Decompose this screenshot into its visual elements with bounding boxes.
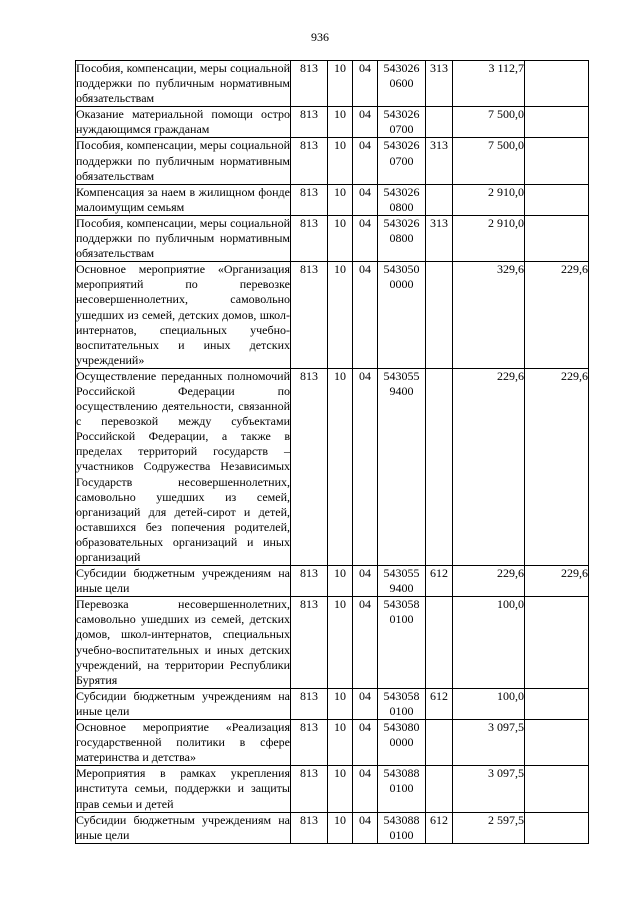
ved-code: 813	[291, 184, 328, 215]
amount-federal	[525, 107, 589, 138]
ved-code: 813	[291, 262, 328, 369]
subsection-code: 04	[353, 262, 378, 369]
subsection-code: 04	[353, 107, 378, 138]
amount: 3 112,7	[453, 61, 525, 107]
expense-type-code	[426, 720, 453, 766]
subsection-code: 04	[353, 184, 378, 215]
amount-federal: 229,6	[525, 262, 589, 369]
ved-code: 813	[291, 766, 328, 812]
subsection-code: 04	[353, 597, 378, 689]
target-article-code: 543050 0000	[378, 262, 426, 369]
section-code: 10	[328, 368, 353, 565]
subsection-code: 04	[353, 138, 378, 184]
row-name: Пособия, компенсации, меры социальной поддержки по публичным нормативным обязательствам	[76, 61, 290, 106]
expense-type-code	[426, 368, 453, 565]
subsection-code: 04	[353, 766, 378, 812]
row-name: Основное мероприятие «Организация мероприятий по перевозке несовершеннолетних, самовольно ушедших из семей, детских домов, школ-интернатов, специальных учебно-воспитательных и иных детских учреждений»	[76, 262, 290, 367]
amount: 100,0	[453, 597, 525, 689]
amount-federal	[525, 720, 589, 766]
amount: 7 500,0	[453, 138, 525, 184]
section-code: 10	[328, 184, 353, 215]
expense-type-code: 612	[426, 566, 453, 597]
amount: 3 097,5	[453, 720, 525, 766]
section-code: 10	[328, 138, 353, 184]
amount-federal	[525, 184, 589, 215]
target-article-code: 543080 0000	[378, 720, 426, 766]
target-article-code: 543026 0800	[378, 215, 426, 261]
ved-code: 813	[291, 688, 328, 719]
table-row	[76, 766, 589, 812]
table-row	[76, 720, 589, 766]
ved-code: 813	[291, 61, 328, 107]
amount-federal	[525, 215, 589, 261]
ved-code: 813	[291, 812, 328, 843]
row-name: Субсидии бюджетным учреждениям на иные цели	[76, 688, 290, 718]
budget-table	[75, 60, 589, 844]
table-row	[76, 138, 589, 184]
subsection-code: 04	[353, 688, 378, 719]
subsection-code: 04	[353, 215, 378, 261]
amount: 229,6	[453, 368, 525, 565]
section-code: 10	[328, 812, 353, 843]
target-article-code: 543058 0100	[378, 597, 426, 689]
table-row	[76, 184, 589, 215]
ved-code: 813	[291, 720, 328, 766]
amount-federal	[525, 138, 589, 184]
table-row	[76, 812, 589, 843]
amount: 2 597,5	[453, 812, 525, 843]
amount: 329,6	[453, 262, 525, 369]
amount-federal	[525, 597, 589, 689]
subsection-code: 04	[353, 61, 378, 107]
row-name: Компенсация за наем в жилищном фонде малоимущим семьям	[76, 184, 290, 214]
amount: 7 500,0	[453, 107, 525, 138]
expense-type-code: 313	[426, 215, 453, 261]
row-name: Пособия, компенсации, меры социальной поддержки по публичным нормативным обязательствам	[76, 138, 290, 183]
table-row	[76, 566, 589, 597]
ved-code: 813	[291, 215, 328, 261]
row-name: Оказание материальной помощи остро нуждающимся гражданам	[76, 107, 290, 137]
row-name: Субсидии бюджетным учреждениям на иные цели	[76, 566, 290, 596]
row-name: Осуществление переданных полномочий Российской Федерации по осуществлению деятельности, связанной с перевозкой между субъектами Российской Федерации, а также в пределах территорий государств – участников Содружества Независимых Государств несовершеннолетних, самовольно ушедших из семей, организаций для детей-сирот и детей, оставшихся без попечения родителей, образовательных организаций и иных организаций	[76, 368, 290, 564]
table-row	[76, 688, 589, 719]
page-number: 936	[311, 30, 329, 44]
expense-type-code	[426, 184, 453, 215]
ved-code: 813	[291, 597, 328, 689]
amount-federal: 229,6	[525, 566, 589, 597]
expense-type-code	[426, 597, 453, 689]
amount-federal: 229,6	[525, 368, 589, 565]
section-code: 10	[328, 262, 353, 369]
ved-code: 813	[291, 138, 328, 184]
expense-type-code	[426, 766, 453, 812]
amount-federal	[525, 688, 589, 719]
amount: 229,6	[453, 566, 525, 597]
target-article-code: 543055 9400	[378, 368, 426, 565]
subsection-code: 04	[353, 720, 378, 766]
amount: 100,0	[453, 688, 525, 719]
expense-type-code	[426, 107, 453, 138]
section-code: 10	[328, 107, 353, 138]
table-row	[76, 107, 589, 138]
target-article-code: 543088 0100	[378, 812, 426, 843]
subsection-code: 04	[353, 812, 378, 843]
target-article-code: 543026 0700	[378, 138, 426, 184]
table-row	[76, 61, 589, 107]
section-code: 10	[328, 566, 353, 597]
section-code: 10	[328, 688, 353, 719]
table-body	[76, 61, 589, 844]
section-code: 10	[328, 215, 353, 261]
ved-code: 813	[291, 107, 328, 138]
target-article-code: 543088 0100	[378, 766, 426, 812]
expense-type-code: 313	[426, 138, 453, 184]
row-name: Перевозка несовершеннолетних, самовольно ушедших из семей, детских домов, школ-интернатов, специальных учебно-воспитательных и иных детских учреждений, на территории Республики Бурятия	[76, 597, 290, 687]
ved-code: 813	[291, 368, 328, 565]
amount-federal	[525, 812, 589, 843]
amount: 3 097,5	[453, 766, 525, 812]
row-name: Мероприятия в рамках укрепления института семьи, поддержки и защиты прав семьи и детей	[76, 766, 290, 811]
expense-type-code	[426, 262, 453, 369]
subsection-code: 04	[353, 566, 378, 597]
row-name: Пособия, компенсации, меры социальной поддержки по публичным нормативным обязательствам	[76, 215, 290, 261]
expense-type-code: 612	[426, 688, 453, 719]
target-article-code: 543058 0100	[378, 688, 426, 719]
target-article-code: 543055 9400	[378, 566, 426, 597]
row-name: Субсидии бюджетным учреждениям на иные цели	[76, 812, 290, 842]
expense-type-code: 313	[426, 61, 453, 107]
table-row	[76, 597, 589, 689]
section-code: 10	[328, 597, 353, 689]
row-name: Основное мероприятие «Реализация государственной политики в сфере материнства и детства»	[76, 720, 290, 765]
expense-type-code: 612	[426, 812, 453, 843]
section-code: 10	[328, 766, 353, 812]
target-article-code: 543026 0800	[378, 184, 426, 215]
subsection-code: 04	[353, 368, 378, 565]
amount: 2 910,0	[453, 184, 525, 215]
section-code: 10	[328, 61, 353, 107]
amount-federal	[525, 61, 589, 107]
section-code: 10	[328, 720, 353, 766]
target-article-code: 543026 0700	[378, 107, 426, 138]
amount-federal	[525, 766, 589, 812]
amount: 2 910,0	[453, 215, 525, 261]
target-article-code: 543026 0600	[378, 61, 426, 107]
table-row	[76, 215, 589, 261]
ved-code: 813	[291, 566, 328, 597]
table-row	[76, 368, 589, 565]
table-row	[76, 262, 589, 369]
